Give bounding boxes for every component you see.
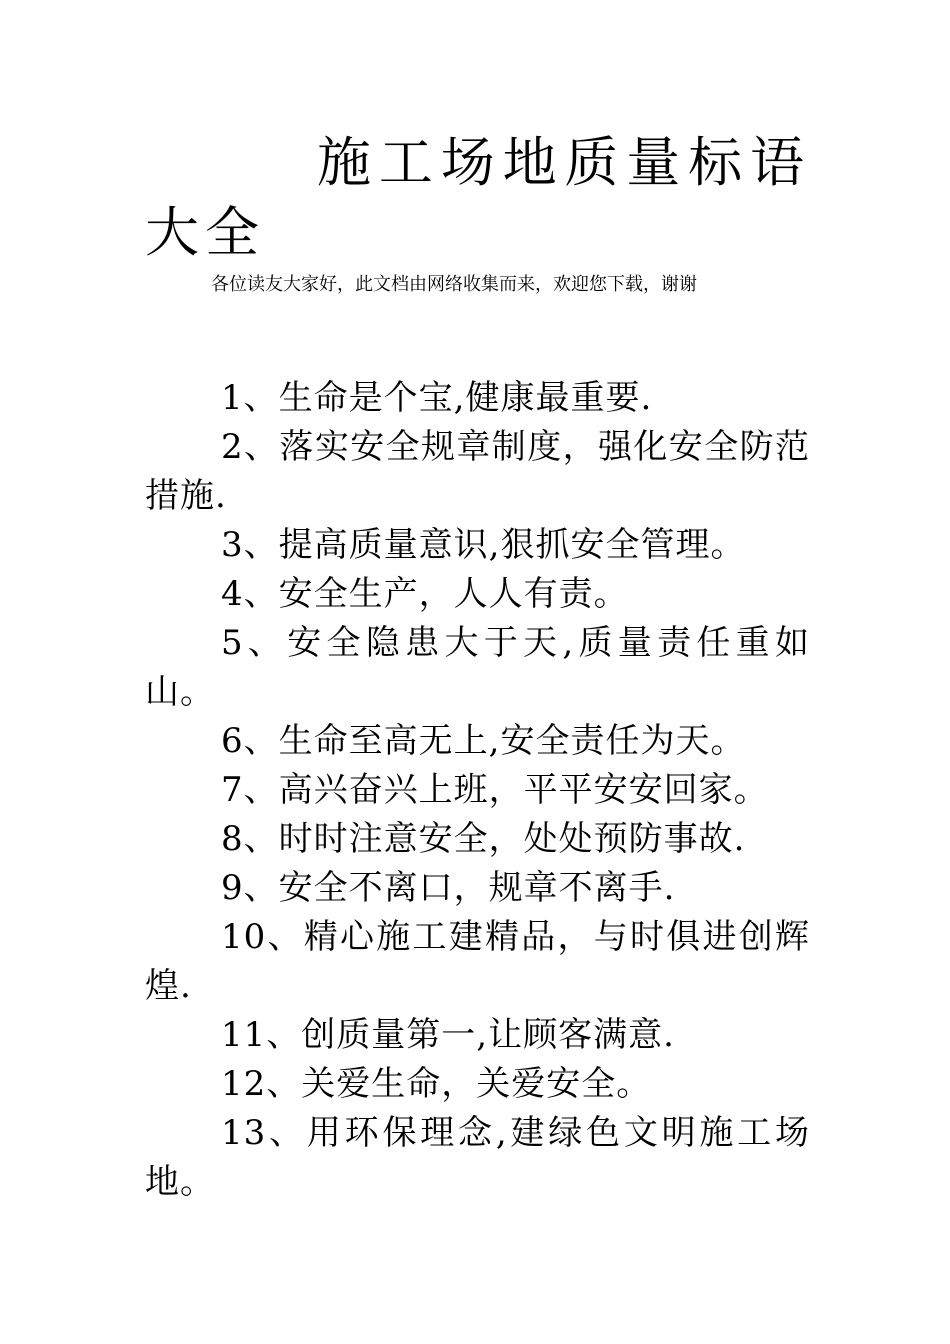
list-item: 8、时时注意安全，处处预防事故.	[221, 819, 746, 859]
slogan-list	[145, 374, 810, 1207]
list-item: 3、提高质量意识,狠抓安全管理。	[221, 525, 746, 565]
intro-paragraph: 各位读友大家好，此文档由网络收集而来，欢迎您下载，谢谢	[211, 274, 697, 295]
list-item: 9、安全不离口，规章不离手.	[221, 868, 676, 908]
document-title: 施工场地质量标语大全	[145, 131, 810, 264]
list-item: 2、落实安全规章制度，强化安全防范措施.	[145, 427, 810, 516]
list-item: 1、生命是个宝,健康最重要.	[221, 378, 653, 418]
list-item: 5、安全隐患大于天,质量责任重如山。	[145, 623, 810, 712]
list-item: 6、生命至高无上,安全责任为天。	[221, 721, 746, 761]
list-item: 12、关爱生命，关爱安全。	[221, 1064, 652, 1104]
list-item: 4、安全生产，人人有责。	[221, 574, 629, 614]
list-item: 11、创质量第一,让顾客满意.	[221, 1015, 675, 1055]
list-item: 7、高兴奋兴上班，平平安安回家。	[221, 770, 769, 810]
list-item: 10、精心施工建精品，与时俱进创辉煌.	[145, 917, 810, 1006]
list-item: 13、用环保理念,建绿色文明施工场地。	[145, 1113, 810, 1202]
